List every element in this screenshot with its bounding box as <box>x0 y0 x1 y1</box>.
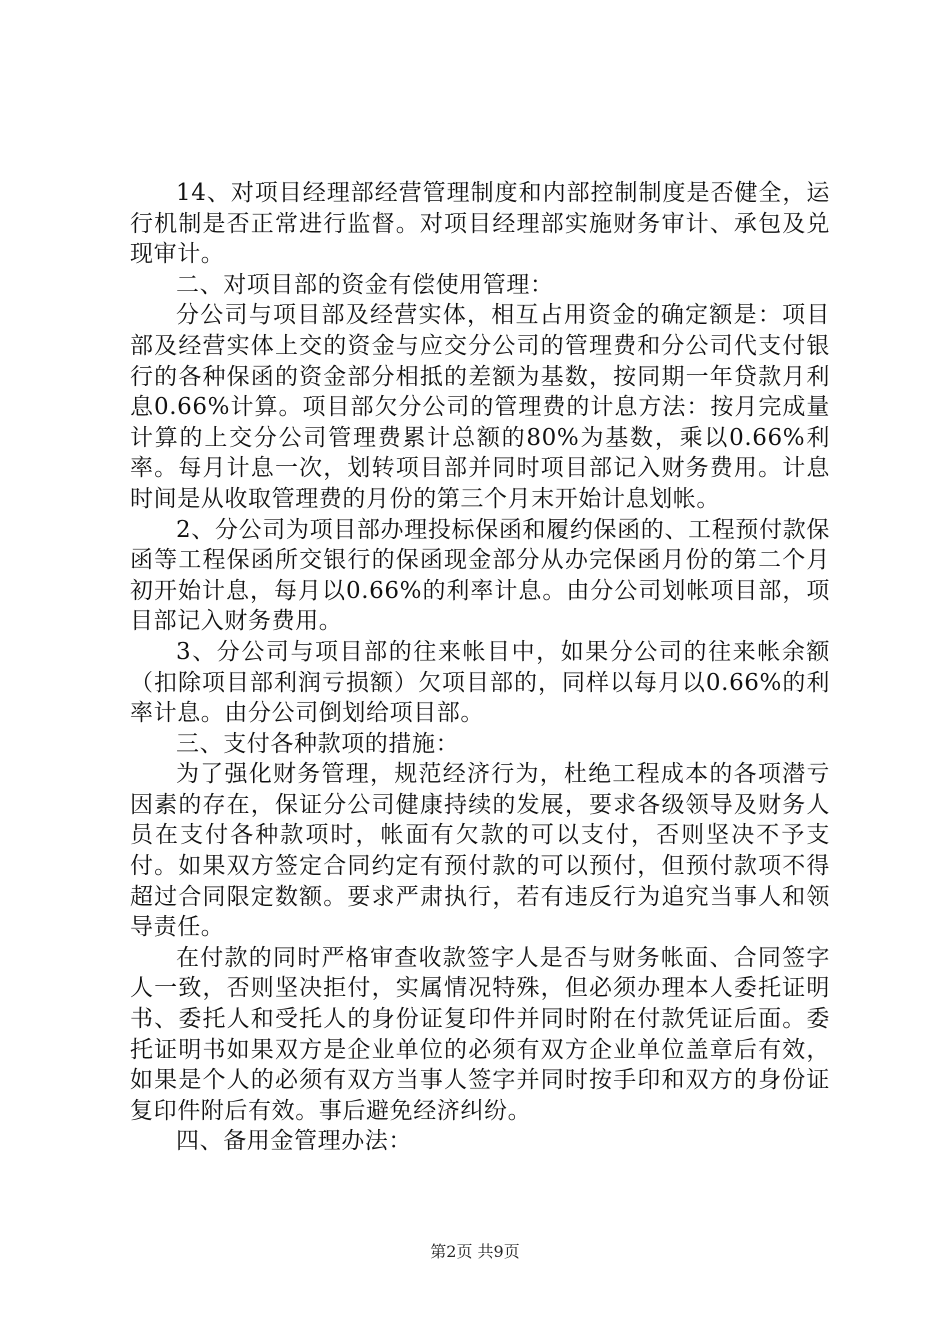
paragraph-item-2: 2、分公司为项目部办理投标保函和履约保函的、工程预付款保函等工程保函所交银行的保函现金部分从办完保函月份的第二个月初开始计息，每月以0.66%的利率计息。由分公司划帐项目部，项目部记入财务费用。 <box>130 516 830 635</box>
paragraph-item-3: 3、分公司与项目部的往来帐目中，如果分公司的往来帐余额（扣除项目部利润亏损额）欠项目部的，同样以每月以0.66%的利率计息。由分公司倒划给项目部。 <box>130 638 830 727</box>
paragraph-payment-measures: 为了强化财务管理，规范经济行为，杜绝工程成本的各项潜亏因素的存在，保证分公司健康持续的发展，要求各级领导及财务人员在支付各种款项时，帐面有欠款的可以支付，否则坚决不予支付。如果双方签定合同约定有预付款的可以预付，但预付款项不得超过合同限定数额。要求严肃执行，若有违反行为追究当事人和领导责任。 <box>130 761 830 941</box>
section-heading-4: 四、备用金管理办法： <box>176 1128 412 1155</box>
section-heading-3: 三、支付各种款项的措施： <box>176 730 460 757</box>
paragraph-interest-basis: 分公司与项目部及经营实体，相互占用资金的确定额是：项目部及经营实体上交的资金与应交分公司的管理费和分公司代支付银行的各种保函的资金部分相抵的差额为基数，按同期一年贷款月利息0.66%计算。项目部欠分公司的管理费的计息方法：按月完成量计算的上交分公司管理费累计总额的80%为基数，乘以0.66%利率。每月计息一次，划转项目部并同时项目部记入财务费用。计息时间是从收取管理费的月份的第三个月末开始计息划帐。 <box>130 302 830 512</box>
paragraph-payment-review: 在付款的同时严格审查收款签字人是否与财务帐面、合同签字人一致，否则坚决拒付，实属情况特殊，但必须办理本人委托证明书、委托人和受托人的身份证复印件并同时附在付款凭证后面。委托证明书如果双方是企业单位的必须有双方企业单位盖章后有效，如果是个人的必须有双方当事人签字并同时按手印和双方的身份证复印件附后有效。事后避免经济纠纷。 <box>130 944 830 1124</box>
page-footer <box>0 1242 950 1262</box>
section-heading-2: 二、对项目部的资金有偿使用管理： <box>176 271 554 298</box>
page-number: 第2页 共9页 <box>430 1242 520 1261</box>
document-body <box>130 178 830 1157</box>
paragraph-item-14: 14、对项目经理部经营管理制度和内部控制制度是否健全，运行机制是否正常进行监督。对项目经理部实施财务审计、承包及兑现审计。 <box>130 180 830 268</box>
